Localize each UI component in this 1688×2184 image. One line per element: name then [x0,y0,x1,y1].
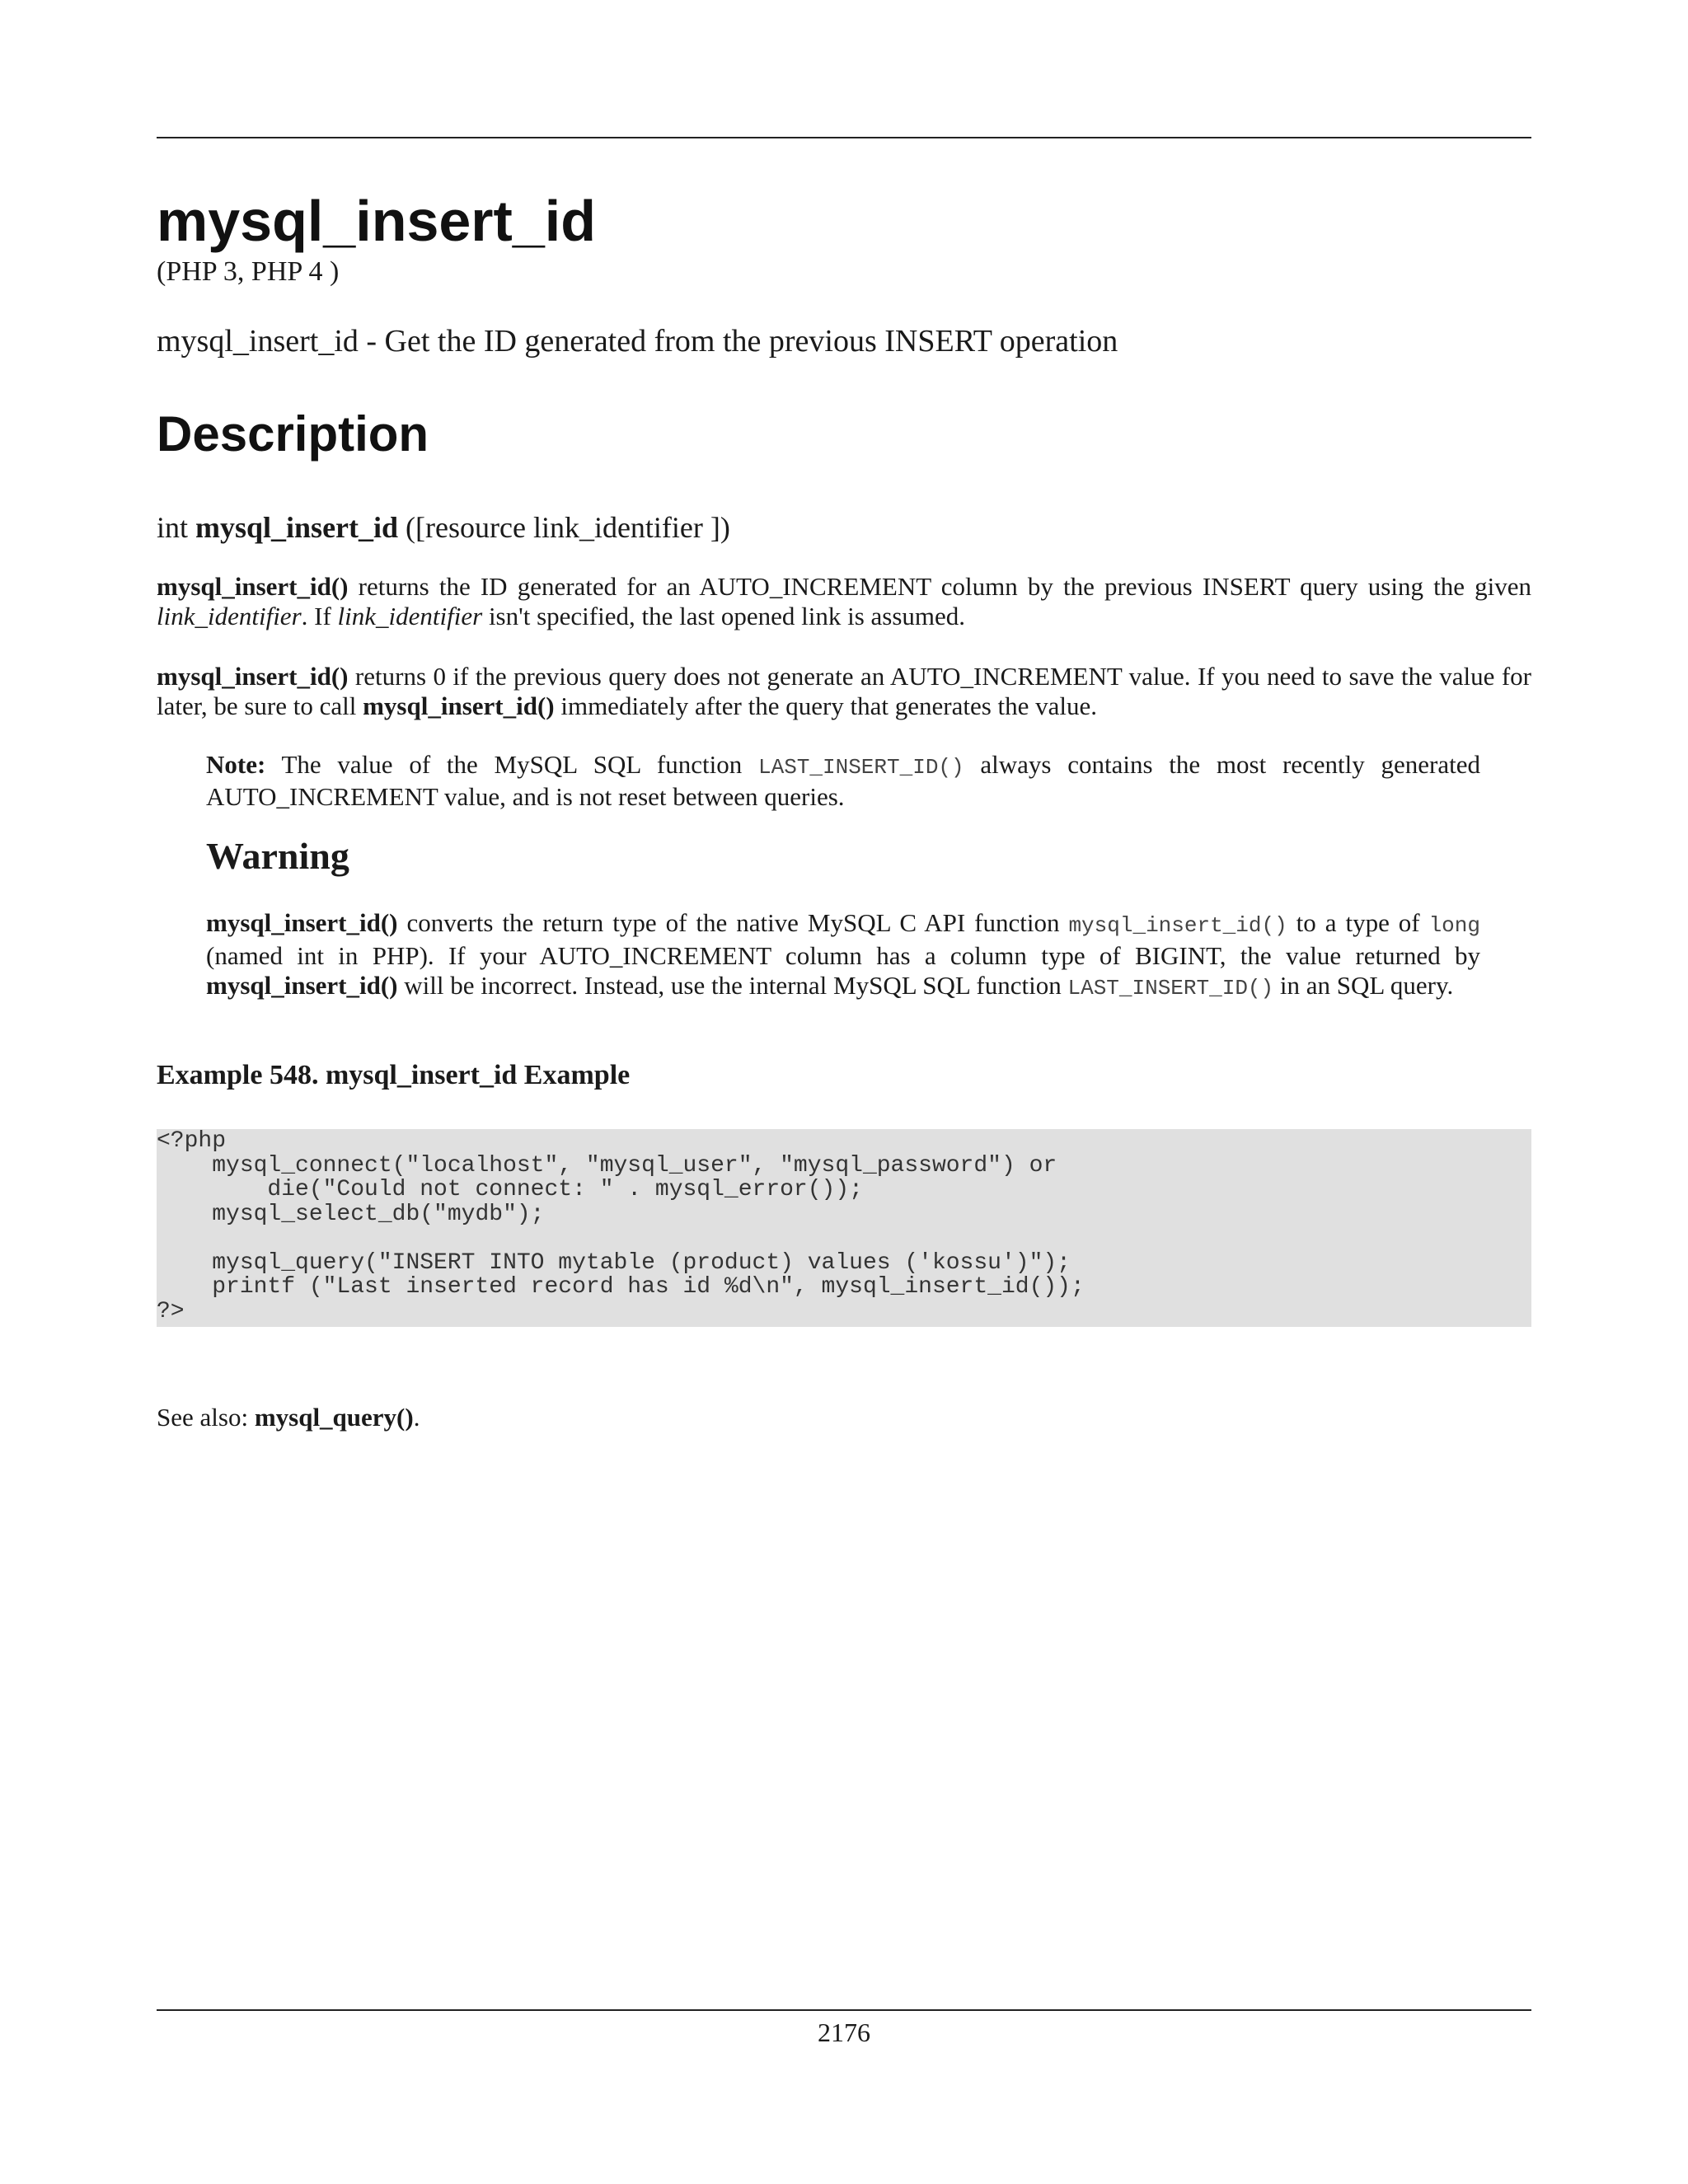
see-also-end: . [413,1403,420,1432]
description-paragraph-1 [157,572,1531,631]
code-example: <?php mysql_connect("localhost", "mysql_user", "mysql_password") or die("Could not connect: " . mysql_error()); mysql_select_db("mydb"); mysql_query("INSERT INTO mytable (product) values ('kossu')"); printf ("Last inserted record has id %d\n", mysql_insert_id()); ?> [157,1129,1531,1327]
warning-text-part: converts the return type of the native MySQL C API function [397,908,1069,937]
warning-heading: Warning [206,835,349,877]
header-rule [157,137,1531,138]
warning-text-part: to a type of [1287,908,1429,937]
synopsis-params: ([resource link_identifier ]) [406,511,730,544]
see-also [157,1403,420,1432]
inline-code: long [1428,913,1480,938]
paragraph-text: isn't specified, the last opened link is assumed. [482,602,966,630]
page-title: mysql_insert_id [157,189,596,253]
footer-rule [157,2009,1531,2011]
paragraph-text: returns the ID generated for an AUTO_INCREMENT column by the previous INSERT query using the given [348,572,1531,601]
warning-text [206,908,1480,1004]
note-text: The value of the MySQL SQL function [265,750,758,779]
function-ref: mysql_insert_id() [157,662,349,691]
page-number: 2176 [818,2018,870,2047]
note-label: Note: [206,750,266,779]
function-ref: mysql_insert_id() [206,908,398,937]
synopsis-function-name: mysql_insert_id [195,511,399,544]
function-ref: mysql_insert_id() [157,572,349,601]
inline-code: mysql_insert_id() [1068,913,1287,938]
parameter-ref: link_identifier [157,602,302,630]
warning-text-part: in an SQL query. [1273,971,1454,1000]
section-heading-description: Description [157,406,429,462]
function-synopsis [157,509,730,546]
function-ref: mysql_insert_id() [363,691,555,720]
synopsis-return-type: int [157,511,189,544]
paragraph-text: immediately after the query that generates the value. [554,691,1098,720]
php-versions: (PHP 3, PHP 4 ) [157,256,340,287]
note-text: always contains the most recently generated AUTO_INCREMENT value, and is not reset between queries. [206,750,1480,811]
document-page [157,0,1531,2184]
warning-text-part: (named int in PHP). If your AUTO_INCREMENT column has a column type of BIGINT, the value returned by [206,940,1480,970]
see-also-link[interactable]: mysql_query() [254,1403,414,1432]
parameter-ref: link_identifier [337,602,483,630]
example-title: Example 548. mysql_insert_id Example [157,1060,631,1090]
paragraph-text: returns 0 if the previous query does not generate an AUTO_INCREMENT value. If you need to save the value for later, be sure to call [157,662,1531,720]
see-also-label: See also: [157,1403,255,1432]
description-paragraph-2 [157,662,1531,721]
ref-purpose: mysql_insert_id - Get the ID generated from the previous INSERT operation [157,324,1118,359]
warning-text-part: will be incorrect. Instead, use the internal MySQL SQL function [397,971,1068,1000]
inline-code: LAST_INSERT_ID() [1067,976,1274,1001]
paragraph-text: . If [301,602,338,630]
function-ref: mysql_insert_id() [206,971,398,1000]
inline-code: LAST_INSERT_ID() [757,755,964,780]
note-block [206,750,1480,812]
